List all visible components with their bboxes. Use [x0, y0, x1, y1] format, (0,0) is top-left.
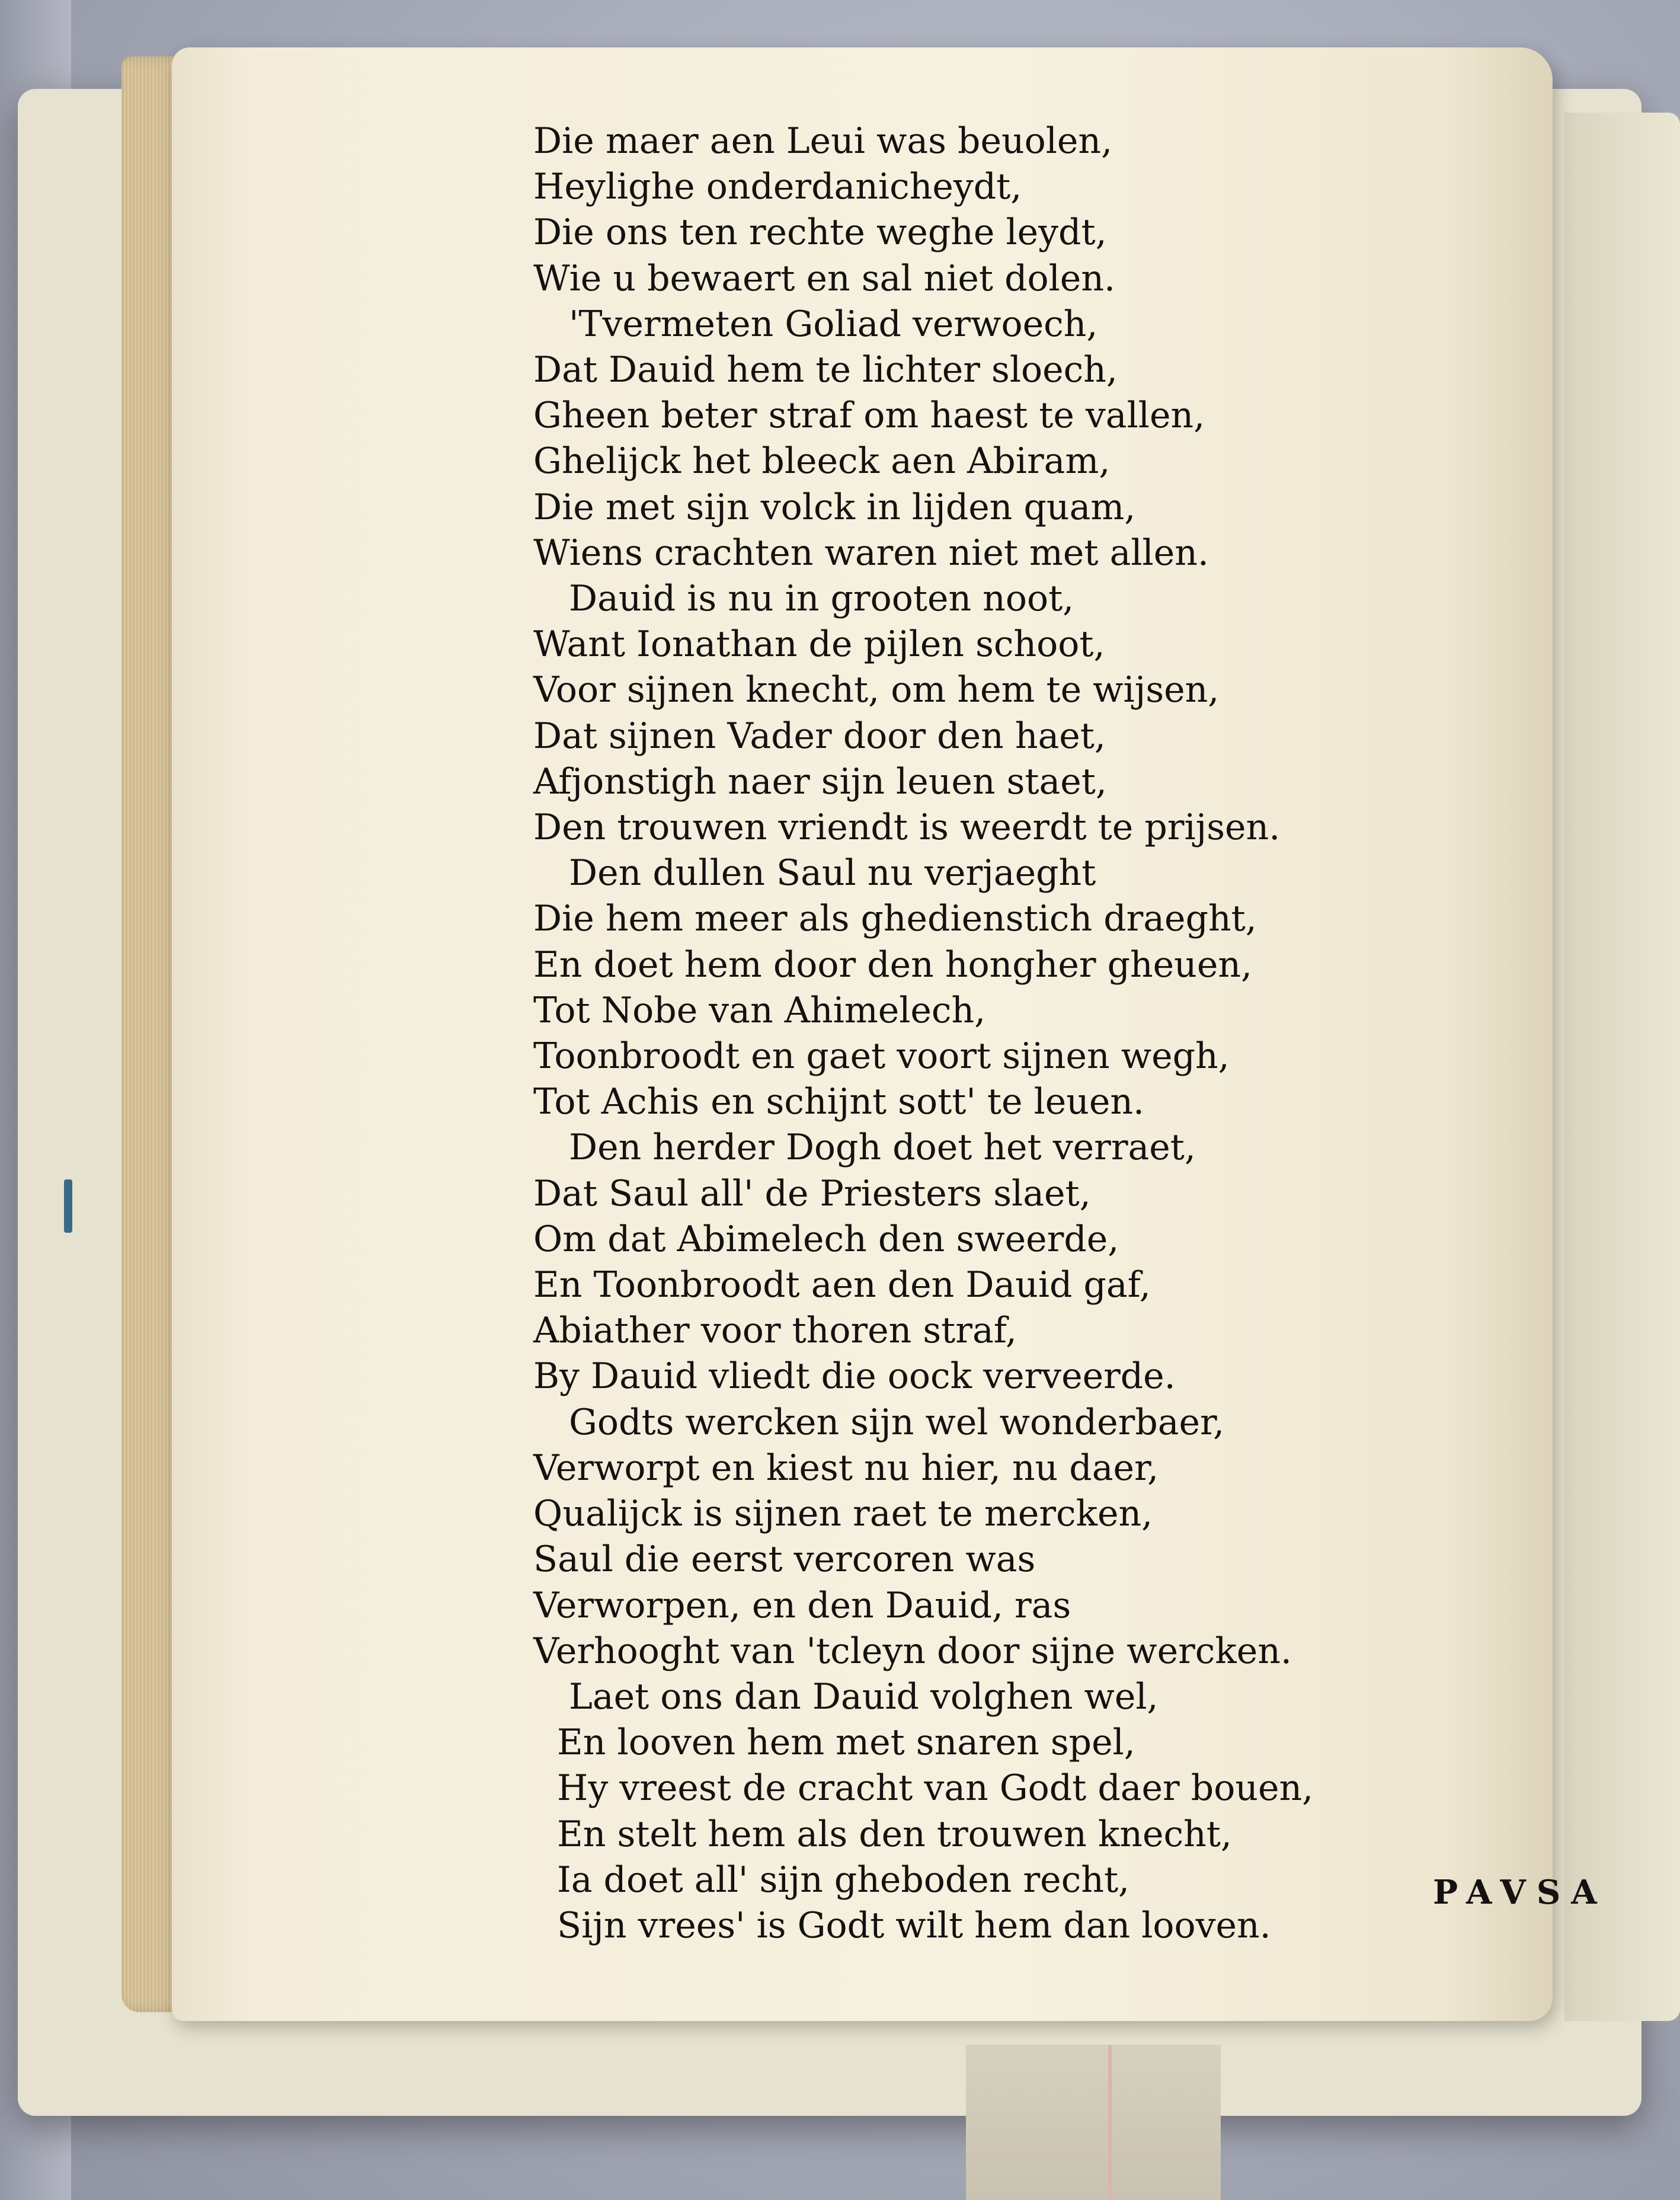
poem-line: Dat Dauid hem te lichter sloech, [533, 349, 1118, 391]
poem-line: Voor sijnen knecht, om hem te wijsen, [533, 669, 1220, 711]
poem-line: Verworpt en kiest nu hier, nu daer, [533, 1447, 1159, 1489]
poem-line: Laet ons dan Dauid volghen wel, [569, 1675, 1159, 1718]
bookmark-tab [966, 2045, 1221, 2200]
poem-text [533, 119, 1393, 1949]
poem-line: Dauid is nu in grooten noot, [569, 578, 1074, 620]
poem-line: Ghelijck het bleeck aen Abiram, [533, 440, 1111, 482]
poem-line: Ia doet all' sijn gheboden recht, [557, 1859, 1130, 1901]
poem-line: Toonbroodt en gaet voort sijnen wegh, [533, 1035, 1230, 1077]
poem-line: Afjonstigh naer sijn leuen staet, [533, 760, 1107, 802]
poem-line: Qualijck is sijnen raet te mercken, [533, 1493, 1153, 1535]
poem-line: Die maer aen Leui was beuolen, [533, 120, 1113, 162]
poem-line: Hy vreest de cracht van Godt daer bouen, [557, 1767, 1314, 1809]
poem-line: 'Tvermeten Goliad verwoech, [569, 303, 1098, 345]
poem-line: Gheen beter straf om haest te vallen, [533, 395, 1205, 437]
facing-page-edge [1564, 113, 1680, 2021]
poem-line: Die met sijn volck in lijden quam, [533, 486, 1136, 528]
poem-line: By Dauid vliedt die oock verveerde. [533, 1355, 1176, 1398]
ink-mark [64, 1179, 72, 1233]
poem-line: En looven hem met snaren spel, [557, 1722, 1135, 1764]
poem-line: Sijn vrees' is Godt wilt hem dan looven. [557, 1904, 1271, 1946]
catchword: PAVSA [1433, 1873, 1608, 1912]
poem-line: Saul die eerst vercoren was [533, 1539, 1036, 1581]
bookmark-thread [1108, 2045, 1112, 2200]
poem-line: Die ons ten rechte weghe leydt, [533, 212, 1107, 254]
poem-line: Wie u bewaert en sal niet dolen. [533, 257, 1116, 299]
poem-line: Verworpen, en den Dauid, ras [533, 1584, 1071, 1626]
poem-line: Die hem meer als ghedienstich draeght, [533, 898, 1257, 940]
poem-line: Verhooght van 'tcleyn door sijne wercken. [533, 1630, 1292, 1672]
poem-line: Tot Achis en schijnt sott' te leuen. [533, 1081, 1145, 1123]
poem-line: Want Ionathan de pijlen schoot, [533, 623, 1105, 666]
poem-line: Abiather voor thoren straf, [533, 1310, 1017, 1352]
poem-line: Om dat Abimelech den sweerde, [533, 1218, 1119, 1260]
poem-line: En stelt hem als den trouwen knecht, [557, 1813, 1232, 1855]
poem-line: Den herder Dogh doet het verraet, [569, 1127, 1196, 1169]
poem-line: Den trouwen vriendt is weerdt te prijsen. [533, 807, 1281, 849]
poem-line: Tot Nobe van Ahimelech, [533, 989, 986, 1031]
poem-line: En doet hem door den hongher gheuen, [533, 944, 1253, 986]
poem-line: Dat Saul all' de Priesters slaet, [533, 1172, 1091, 1214]
poem-line: Wiens crachten waren niet met allen. [533, 532, 1209, 574]
poem-line: Godts wercken sijn wel wonderbaer, [569, 1401, 1225, 1443]
poem-line: Den dullen Saul nu verjaeght [569, 852, 1096, 894]
poem-line: En Toonbroodt aen den Dauid gaf, [533, 1264, 1151, 1306]
poem-line: Dat sijnen Vader door den haet, [533, 715, 1106, 757]
poem-line: Heylighe onderdanicheydt, [533, 166, 1022, 208]
